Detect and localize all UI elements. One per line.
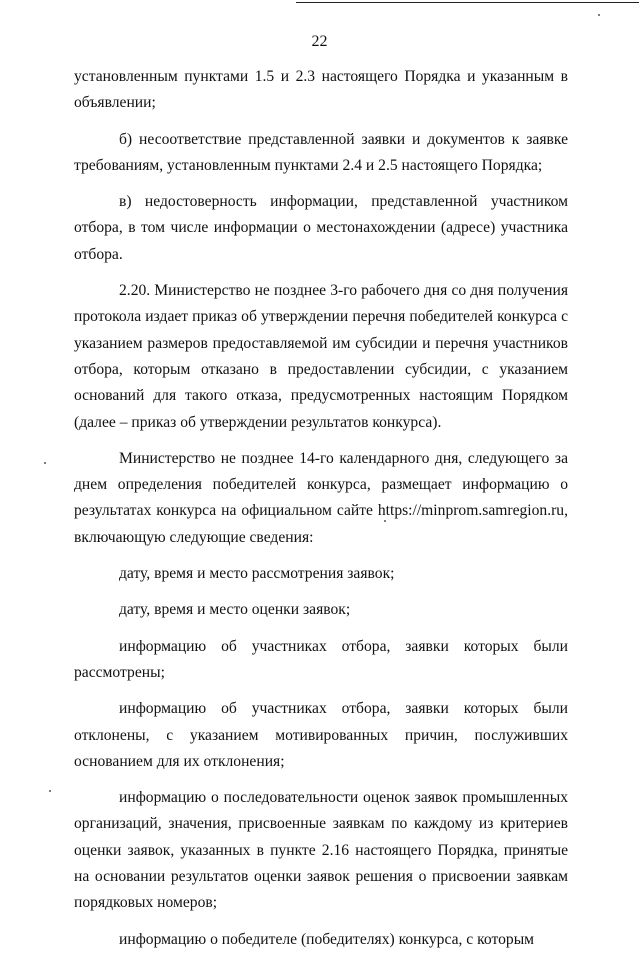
- page-number: 22: [311, 33, 328, 50]
- paragraph-8: информацию об участниках отбора, заявки которых были рассмотрены;: [74, 637, 568, 681]
- top-border-line: [296, 2, 639, 3]
- scan-speck: [44, 462, 46, 464]
- document-body: [74, 64, 568, 953]
- paragraph-7: дату, время и место оценки заявок;: [119, 601, 351, 619]
- scan-speck: [598, 14, 600, 16]
- scan-speck: [49, 790, 51, 792]
- paragraph-9: информацию об участниках отбора, заявки которых были отклонены, с указанием мотивированных причин, послуживших основанием для их отклонения;: [74, 700, 568, 770]
- scan-speck: [384, 520, 386, 522]
- paragraph-5: Министерство не позднее 14-го календарного дня, следующего за днем определения победителей конкурса, размещает информацию о результатах конкурса на официальном сайте https://minprom.samregion.ru, включающую следующие сведения:: [74, 449, 568, 546]
- paragraph-4: 2.20. Министерство не позднее 3-го рабочего дня со дня получения протокола издает приказ об утверждении перечня победителей конкурса с указанием размеров предоставляемой им субсидии и перечня участников отбора, которым отказано в предоставлении субсидии, с указанием оснований для такого отказа, предусмотренных настоящим Порядком (далее – приказ об утверждении результатов конкурса).: [74, 282, 568, 431]
- paragraph-2: б) несоответствие представленной заявки и документов к заявке требованиям, установленным пунктами 2.4 и 2.5 настоящего Порядка;: [74, 130, 568, 174]
- paragraph-10: информацию о последовательности оценок заявок промышленных организаций, значения, присвоенные заявкам по каждому из критериев оценки заявок, указанных в пункте 2.16 настоящего Порядка, принятые на основании результатов оценки заявок решения о присвоении заявкам порядковых номеров;: [74, 789, 568, 912]
- paragraph-11: информацию о победителе (победителях) конкурса, с которым: [119, 930, 535, 948]
- paragraph-3: в) недостоверность информации, представленной участником отбора, в том числе информации о местонахождении (адресе) участника отбора.: [74, 193, 568, 263]
- paragraph-1: установленным пунктами 1.5 и 2.3 настоящего Порядка и указанным в объявлении;: [74, 68, 568, 112]
- paragraph-6: дату, время и место рассмотрения заявок;: [119, 565, 395, 583]
